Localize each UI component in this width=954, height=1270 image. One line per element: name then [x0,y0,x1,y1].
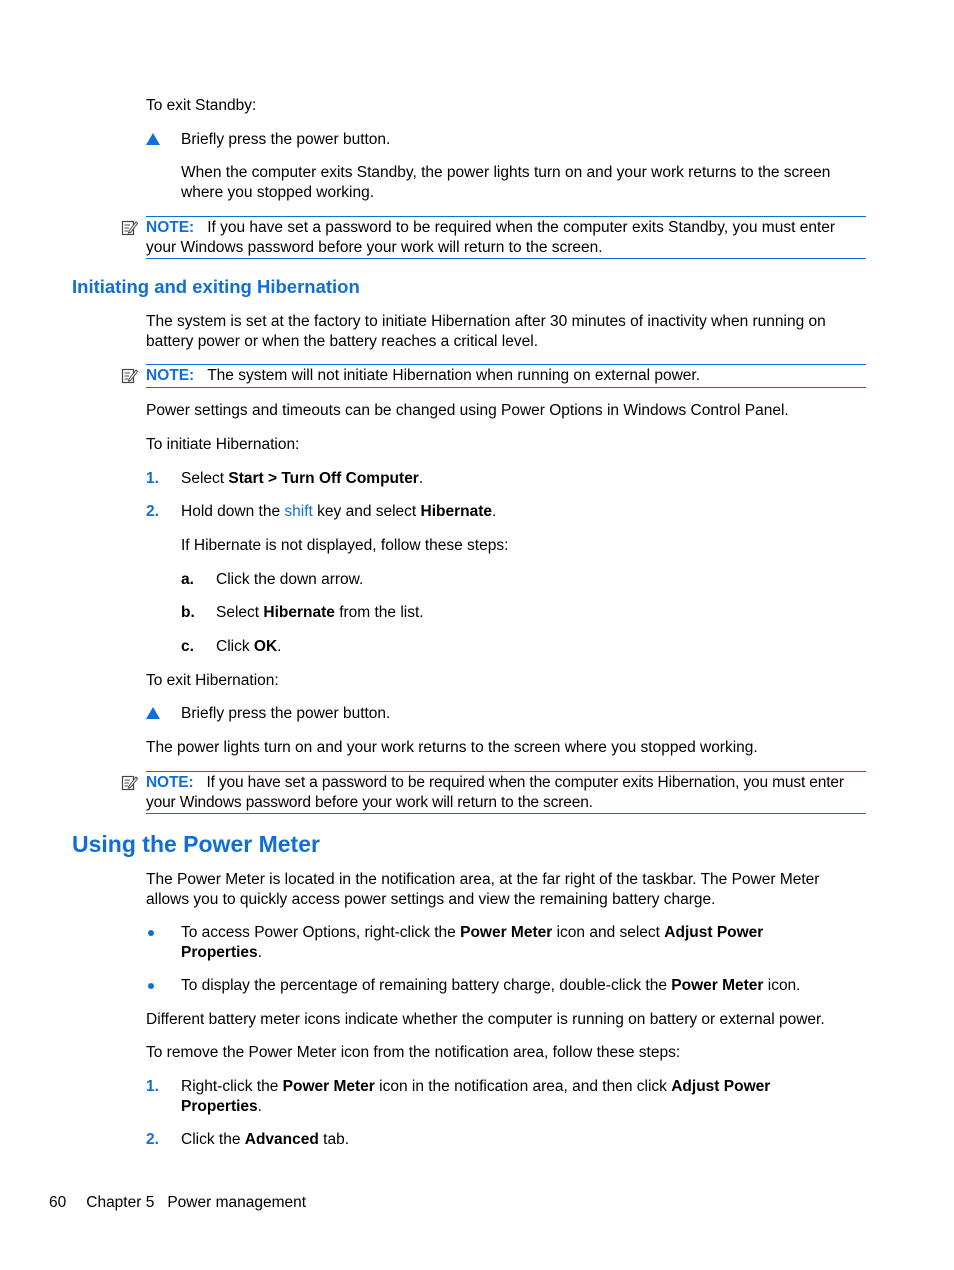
note-text: If you have set a password to be required when the computer exits Standby, you must enter your Windows password before your work will return to the screen. [146,219,836,256]
triangle-step-icon [146,130,176,145]
sub-step-b [216,603,866,623]
text: . [492,503,497,520]
section-heading-power-meter: Using the Power Meter [72,831,320,857]
hibernate-option: Hibernate [420,503,493,520]
note-hibernation-password [146,771,866,814]
not-displayed-intro: If Hibernate is not displayed, follow these steps: [181,537,509,554]
hibernation-step2 [181,502,871,522]
standby-step: Briefly press the power button. [181,131,391,148]
note-standby-password [146,216,866,259]
bold-text: Power Meter [671,977,764,994]
step-number: 1. [146,1078,159,1095]
note-icon [121,367,138,384]
text: To display the percentage of remaining battery charge, double-click the [181,977,672,994]
text: from the list. [334,604,424,621]
bold-text: Power Meter [282,1078,375,1095]
power-meter-para1: The Power Meter is located in the notification area, at the far right of the taskbar. The Power Meter allows you to quickly access power settings and view the remaining battery charge. [146,871,820,908]
exit-hibernation-step: Briefly press the power button. [181,705,391,722]
text: Hold down the [181,503,285,520]
initiate-intro: To initiate Hibernation: [146,436,300,453]
note-label: NOTE: [146,774,194,791]
chapter-title: Power management [167,1194,307,1211]
page-footer [49,1193,306,1213]
text: Click the [181,1131,245,1148]
hibernation-para2: Power settings and timeouts can be changed using Power Options in Windows Control Panel. [146,402,789,419]
bold-text: Advanced [244,1131,319,1148]
sub-step-marker: a. [181,571,194,588]
note-icon [121,774,138,791]
text: . [418,470,424,487]
text: Click [216,638,254,655]
hibernation-step1 [181,469,871,489]
step-number: 1. [146,470,159,487]
sub-step-marker: b. [181,604,195,621]
text: icon. [763,977,801,994]
note-text: The system will not initiate Hibernation when running on external power. [207,367,701,384]
note-icon [121,219,138,236]
note-label: NOTE: [146,219,195,236]
sub-step-a: Click the down arrow. [216,571,364,588]
text: . [257,1097,262,1115]
page-number: 60 [49,1194,67,1211]
power-meter-bullet1 [181,923,821,962]
bullet-icon [146,923,176,936]
bullet-icon [146,976,176,989]
bold-text: Power Meter [460,924,553,941]
text: Select [181,470,229,487]
text: icon and select [552,924,665,941]
text: icon in the notification area, and then click [374,1078,672,1095]
standby-result: When the computer exits Standby, the power lights turn on and your work returns to the screen where you stopped working. [181,164,831,201]
chapter-label: Chapter 5 [86,1194,155,1211]
text: . [257,943,262,961]
power-meter-step1 [181,1077,831,1116]
exit-hibernation-intro: To exit Hibernation: [146,672,279,689]
hibernation-para1: The system is set at the factory to initiate Hibernation after 30 minutes of inactivity when running on battery power or when the battery reaches a critical level. [146,313,826,350]
exit-standby-intro: To exit Standby: [146,97,257,114]
text: Right-click the [181,1078,283,1095]
text: key and select [312,503,421,520]
sub-step-marker: c. [181,638,194,655]
power-meter-bullet2 [181,976,871,996]
note-external-power [146,364,866,388]
bold-text: OK [253,638,278,655]
note-text: If you have set a password to be required when the computer exits Hibernation, you must enter your Windows password before your work will return to the screen. [146,774,844,811]
triangle-step-icon [146,704,176,719]
remove-intro: To remove the Power Meter icon from the notification area, follow these steps: [146,1044,681,1061]
bold-text: Hibernate [263,604,335,621]
sub-step-c [216,637,866,657]
power-meter-para2: Different battery meter icons indicate whether the computer is running on battery or external power. [146,1011,825,1028]
power-meter-step2 [181,1130,871,1150]
section-heading-hibernation: Initiating and exiting Hibernation [72,276,360,297]
menu-path: Start > Turn Off Computer [228,470,419,487]
text: To access Power Options, right-click the [181,924,461,941]
bold-text: Adjust Power Properties [181,924,764,961]
step-number: 2. [146,503,159,520]
step-number: 2. [146,1131,159,1148]
text: Select [216,604,264,621]
text: . [277,638,282,655]
note-label: NOTE: [146,367,195,384]
shift-key-link[interactable]: shift [284,503,313,520]
bold-text: Adjust Power Properties [181,1078,771,1115]
exit-hibernation-result: The power lights turn on and your work returns to the screen where you stopped working. [146,739,758,756]
text: tab. [318,1131,350,1148]
